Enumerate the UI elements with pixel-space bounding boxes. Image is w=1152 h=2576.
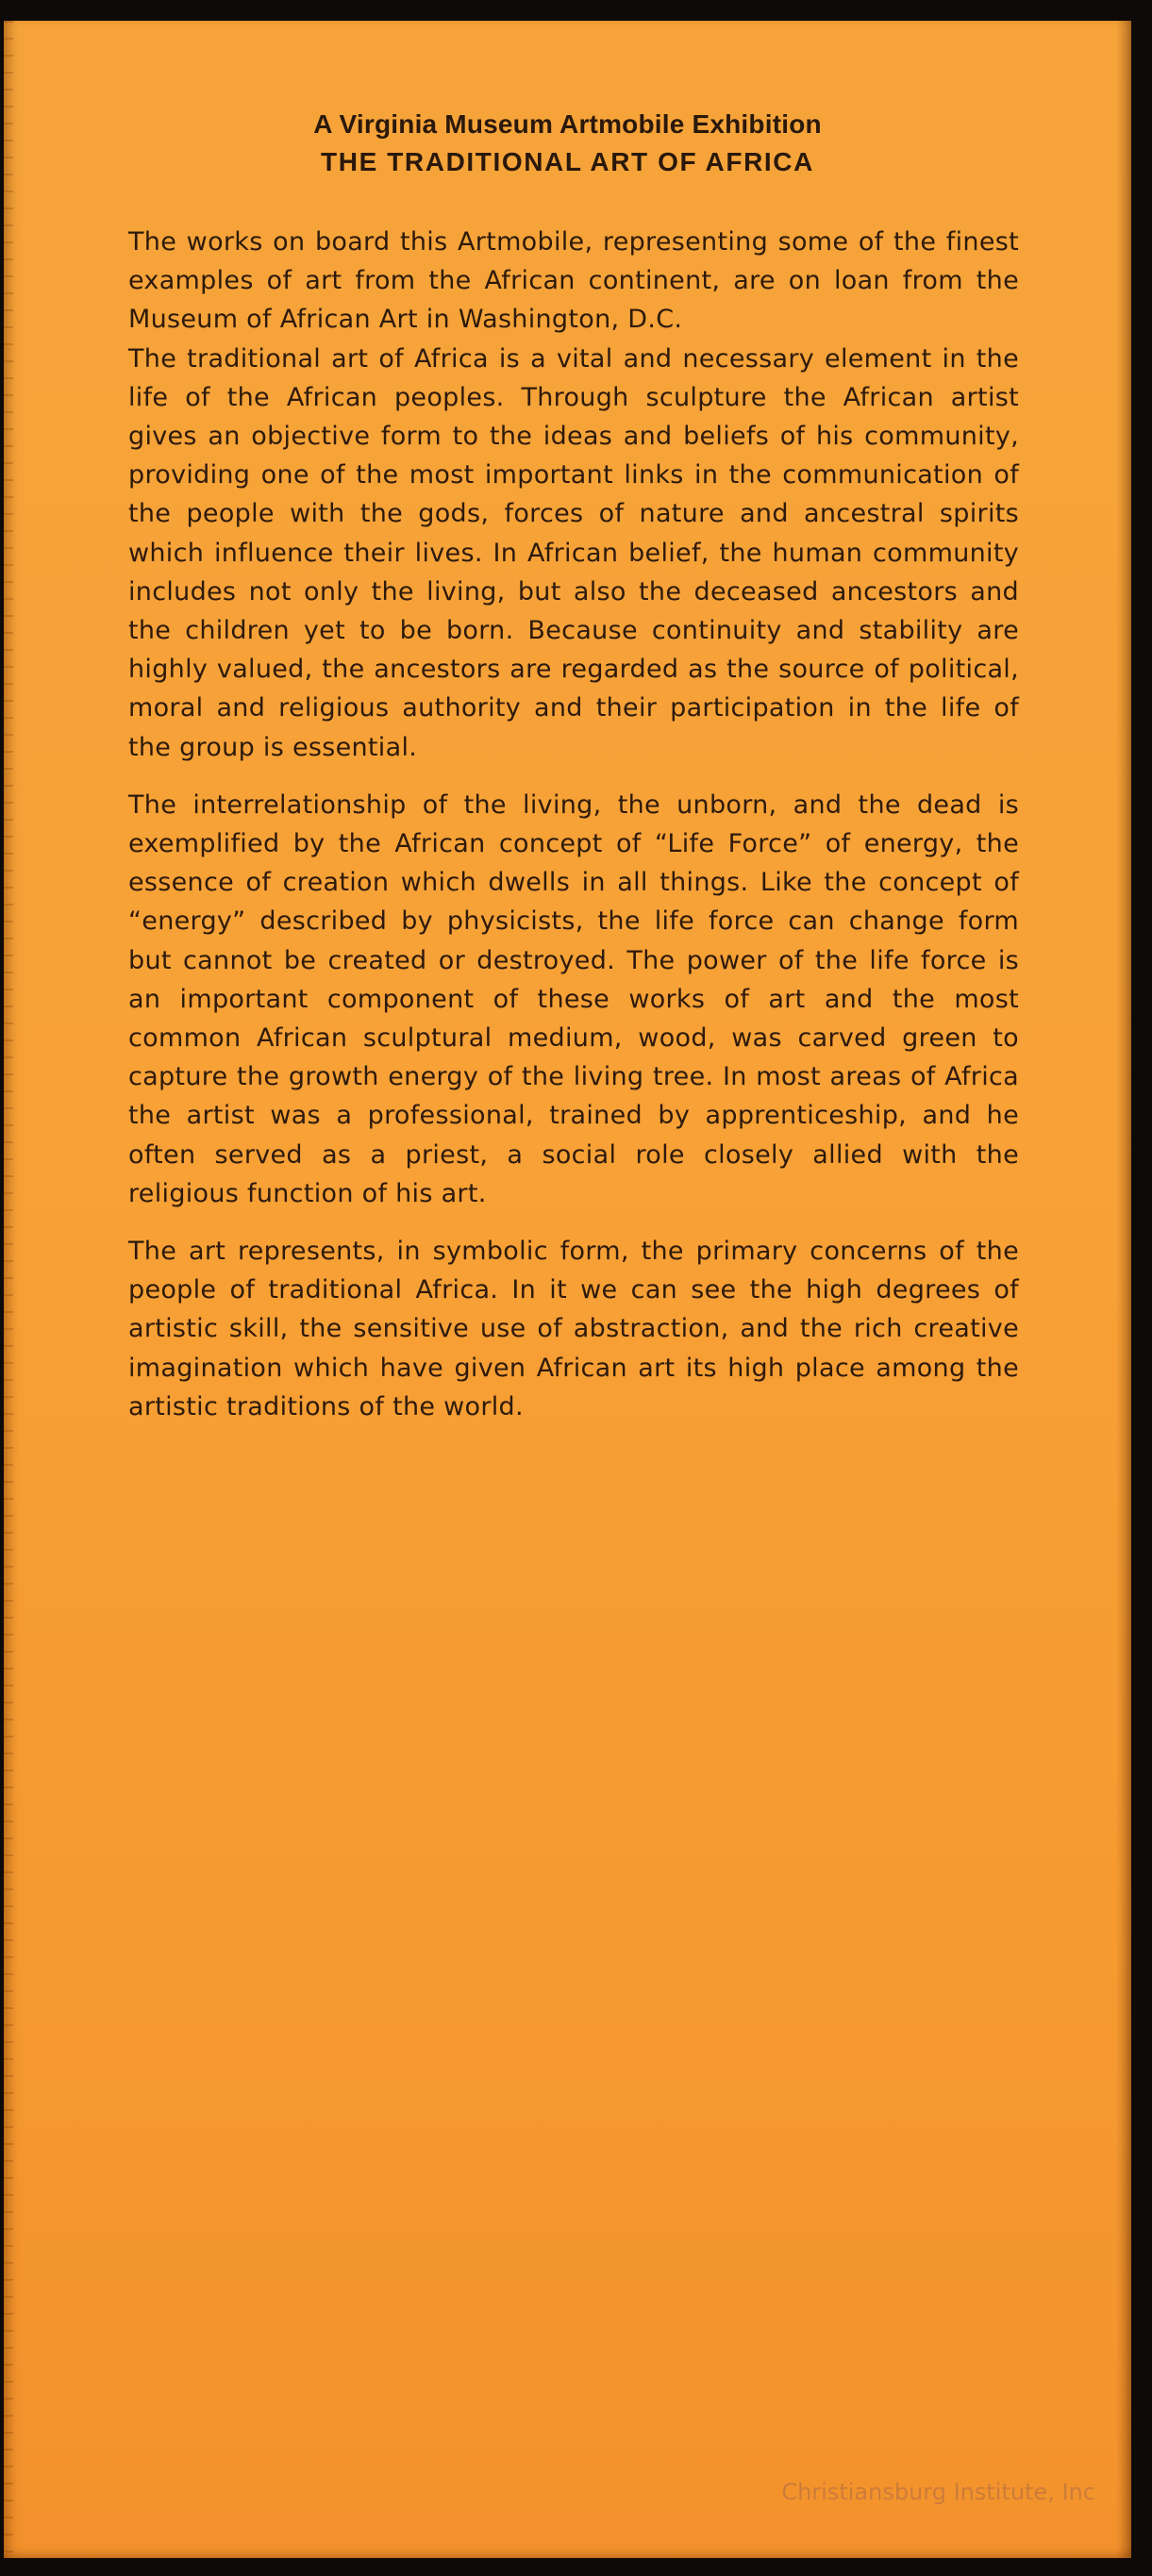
exhibition-subtitle: A Virginia Museum Artmobile Exhibition — [313, 109, 822, 139]
paragraph-life-force: The interrelationship of the living, the unborn, and the dead is exemplified by the African concept of “Life Force” of energy, the essence of creation which dwells in all things. Like the concept of “energy” described by physicists, the life force can change form but cannot be created or destroyed. The power of the life force is an important component of these works of art and the most common African sculptural medium, wood, was carved green to capture the growth energy of the living tree. In most areas of Africa the artist was a professional, trained by apprenticeship, and he often served as a priest, a social role closely allied with the religious function of his art. — [128, 789, 1019, 1208]
body-text — [128, 223, 1019, 1426]
brochure-header — [4, 106, 1131, 181]
paragraph-symbolic-form: The art represents, in symbolic form, the primary concerns of the people of traditional Africa. In it we can see the high degrees of artistic skill, the sensitive use of abstraction, and the rich creative imagination which have given African art its high place among the artistic traditions of the world. — [128, 1237, 1019, 1421]
folded-edge-marks — [4, 21, 13, 2558]
paragraph-loan: The works on board this Artmobile, representing some of the finest examples of art from the African continent, are on loan from the Museum of African Art in Washington, D.C. — [128, 227, 1019, 335]
paragraph-traditional-art: The traditional art of Africa is a vital and necessary element in the life of the African peoples. Through sculpture the African artist gives an objective form to the ideas and beliefs of his community, providing one of the most important links in the communication of the people with the gods, forces of nature and ancestral spirits which influence their lives. In African belief, the human community includes not only the living, but also the deceased ancestors and the children yet to be born. Because continuity and stability are highly valued, the ancestors are regarded as the source of political, moral and religious authority and their participation in the life of the group is essential. — [128, 343, 1019, 762]
fold-shadow — [1116, 21, 1131, 2558]
brochure-page — [4, 21, 1131, 2558]
watermark-credit: Christiansburg Institute, Inc — [781, 2479, 1095, 2505]
exhibition-title: THE TRADITIONAL ART OF AFRICA — [321, 147, 814, 176]
